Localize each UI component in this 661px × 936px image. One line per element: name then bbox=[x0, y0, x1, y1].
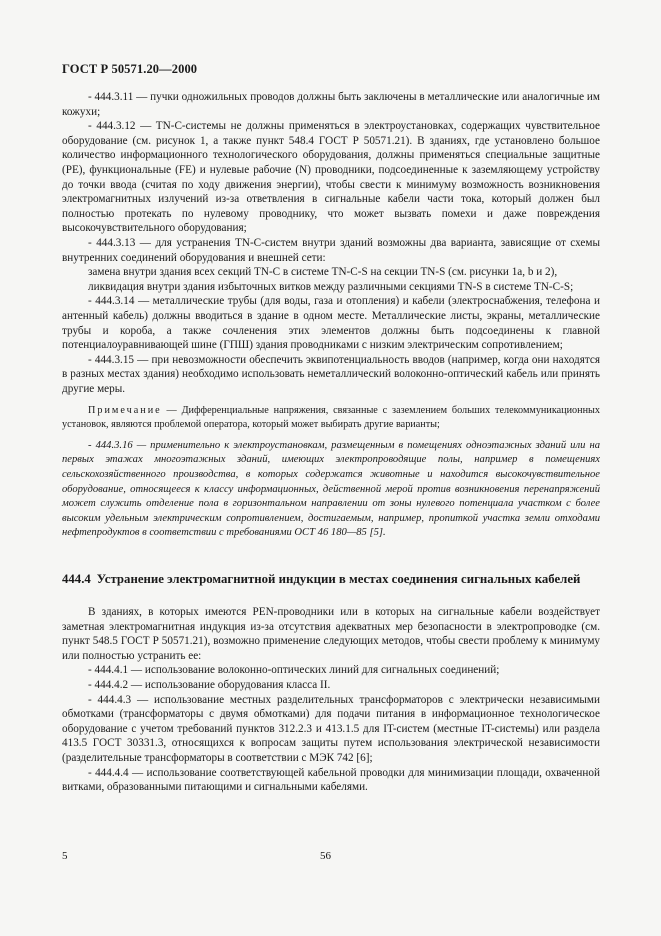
clause-444-4-4: - 444.4.4 — использование соответствующей кабельной проводки для минимизации площади, охваченной витками, образованными питающими и сигнальными кабелями. bbox=[62, 766, 600, 794]
document-header: ГОСТ Р 50571.20—2000 bbox=[62, 62, 198, 76]
clause-444-3-14: - 444.3.14 — металлические трубы (для воды, газа и отопления) и кабели (электроснабжения, телефона и антенный кабель) должны вводиться в здание в одном месте. Металлические листы, экраны, металлические трубы и короба, а также сочленения этих элементов должны быть подсоединены к главной потенциалоуравнивающей шине (ГПШ) здания проводниками с низким электрическим сопротивлением; bbox=[62, 295, 600, 352]
variant-2-paragraph: ликвидация внутри здания избыточных витков между различными секциями TN-S в системе TN-C-S; bbox=[88, 280, 574, 293]
clause-444-4-2: - 444.4.2 — использование оборудования класса II. bbox=[88, 679, 331, 691]
note-paragraph bbox=[62, 404, 600, 430]
clause-444-3-15: - 444.3.15 — при невозможности обеспечить эквипотенциальность вводов (например, когда они находятся в разных местах здания) необходимо использовать неметаллический волоконно-оптический кабель или принять другие меры. bbox=[62, 353, 600, 395]
clause-444-3-11: - 444.3.11 — пучки одножильных проводов должны быть заключены в металлические или аналогичные им кожухи; bbox=[62, 91, 600, 118]
clause-444-3-12: - 444.3.12 — TN-C-системы не должны применяться в электроустановках, содержащих чувствительное оборудование (см. рисунок 1, а также пункт 548.4 ГОСТ Р 50571.21). В зданиях, где установлено большое количество информационного технологического оборудования, должны применяться специальные защитные (PE), функциональные (FE) и нулевые рабочие (N) проводники, подсоединенные к заземляющему устройству до точки ввода (считая по ходу движения энергии), чтобы свести к минимуму возможность возникновения электромагнитных излучений из-за ответвления в сигнальные кабели части тока, который должен был полностью протекать по нулевому проводнику, что может вызвать помехи и даже повреждения высокочувствительного оборудования; bbox=[62, 120, 600, 235]
page-number: 56 bbox=[320, 850, 331, 862]
section-heading bbox=[62, 571, 600, 588]
clause-444-4-1: - 444.4.1 — использование волоконно-оптических линий для сигнальных соединений; bbox=[88, 664, 500, 677]
section-title: Устранение электромагнитной индукции в местах соединения сигнальных кабелей bbox=[96, 572, 581, 587]
section-intro: В зданиях, в которых имеются PEN-проводники или в которых на сигнальные кабели воздействует заметная электромагнитная индукция из-за отсутствия адекватных мер безопасности в электропроводке (см. пункт 548.5 ГОСТ Р 50571.21), возможно применение следующих методов, чтобы свести проблему к минимуму или полностью устранить ее: bbox=[62, 606, 600, 662]
clause-444-4-3: - 444.4.3 — использование местных разделительных трансформаторов с электрически независимыми обмотками (трансформаторы с двумя обмотками) для подачи питания в информационное технологическое оборудование с учетом требований пунктов 312.2.3 и 413.1.5 для IT-систем (местные IT-системы) или раздела 413.5 ГОСТ 30331.3, относящихся к вопросам защиты путем использования электрической независимости (разделительные трансформаторы в соответствии с МЭК 742 [6]; bbox=[62, 693, 600, 764]
document-body bbox=[62, 90, 600, 795]
variant-1-paragraph: замена внутри здания всех секций TN-C в системе TN-C-S на секции TN-S (см. рисунки 1a, b и 2), bbox=[88, 266, 558, 279]
clause-444-3-16: - 444.3.16 — применительно к электроустановкам, размещенным в помещениях одноэтажных зданий или на первых этажах многоэтажных зданий, имеющих электропроводящие полы, например в помещениях сельскохозяйственного производства, в которых содержатся животные и находится высокочувствительное оборудование, относящееся к классу информационных, действенной мерой против возникновения перенапряжений может служить отделение пола в горизонтальном направлении от зоны нулевого потенциала участком с более высоким удельным электрическим сопротивлением, достигаемым, например, пропиткой участка земли отходами нефтепродуктов в соответствии с требованиями ОСТ 46 180—85 [5]. bbox=[62, 439, 600, 539]
clause-444-3-13: - 444.3.13 — для устранения TN-C-систем внутри зданий возможны два варианта, зависящие от схемы внутренних соединений оборудования и внешней сети: bbox=[62, 236, 600, 264]
section-spacer bbox=[62, 588, 600, 605]
section-number: 444.4 bbox=[62, 572, 91, 587]
note-label: Примечание bbox=[88, 405, 162, 417]
note-text: — Дифференциальные напряжения, связанные с заземлением больших телекоммуникационных установок, являются проблемой оператора, который может выбирать другие варианты; bbox=[62, 405, 600, 430]
footer-left-number: 5 bbox=[62, 850, 68, 862]
